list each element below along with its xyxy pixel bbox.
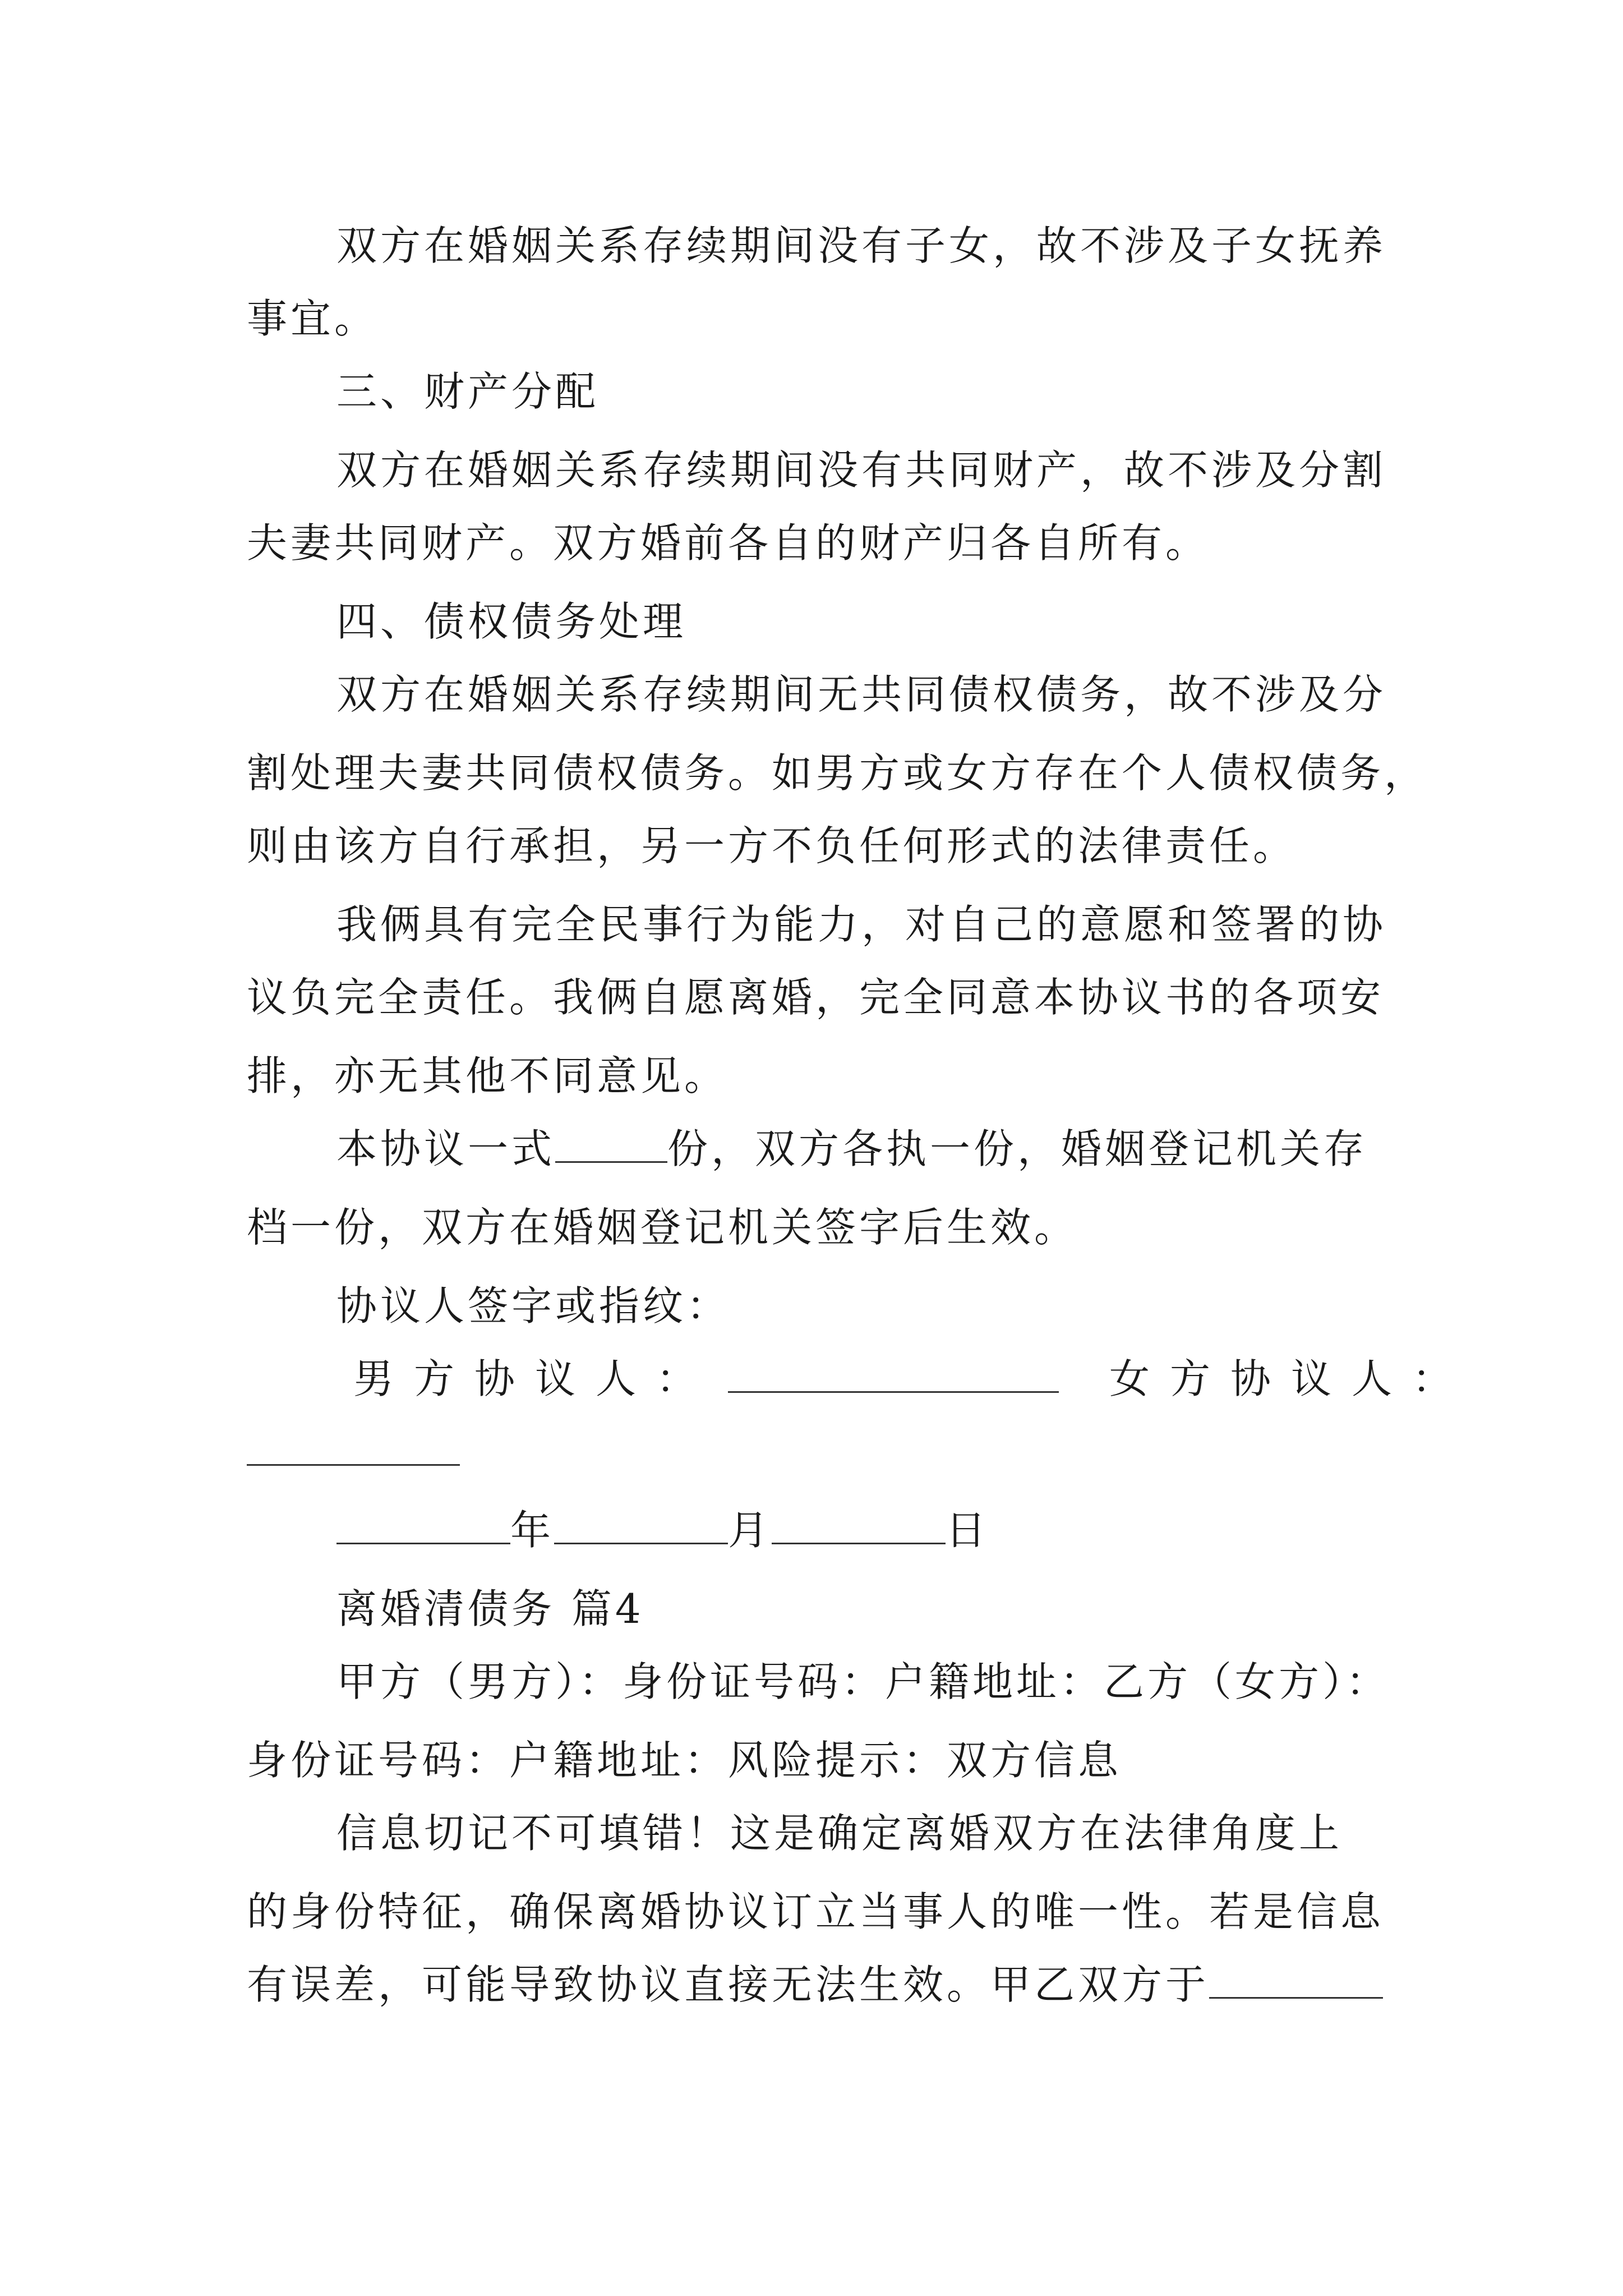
male-signer-blank[interactable] [728,1352,1059,1393]
paragraph-copies [336,1122,1367,1176]
warning-line-3-text: 有误差，可能导致协议直接无法生效。甲乙双方于 [247,1961,1210,2008]
warning-line-2: 的身份特征，确保离婚协议订立当事人的唯一性。若是信息 [247,1888,1385,1935]
month-label: 月 [728,1507,772,1554]
sign-heading: 协议人签字或指纹： [336,1282,731,1329]
heading-property: 三、财产分配 [336,368,600,415]
month-blank[interactable] [554,1503,728,1544]
date-blank[interactable] [1209,1958,1383,1999]
year-blank[interactable] [336,1503,510,1544]
copies-prefix: 本协议一式 [336,1125,556,1172]
section-title: 离婚清债务 篇4 [336,1585,644,1632]
signer-row [353,1352,1473,1406]
copies-suffix: 份，双方各执一份，婚姻登记机关存 [667,1125,1368,1172]
paragraph-debt: 双方在婚姻关系存续期间无共同债权债务，故不涉及分 [336,671,1387,718]
party-line-2: 身份证号码：户籍地址：风险提示：双方信息 [247,1737,1122,1784]
paragraph-debt-cont1: 割处理夫妻共同债权债务。如男方或女方存在个人债权债务， [247,749,1428,797]
paragraph-property: 双方在婚姻关系存续期间没有共同财产，故不涉及分割 [336,447,1387,494]
paragraph-capacity: 我俩具有完全民事行为能力，对自己的意愿和签署的协 [336,901,1387,948]
female-signer-label: 女方协议人： [1109,1355,1473,1402]
paragraph-copies-cont: 档一份，双方在婚姻登记机关签字后生效。 [247,1204,1078,1251]
copies-blank[interactable] [555,1122,667,1163]
day-blank[interactable] [772,1503,946,1544]
paragraph-capacity-cont1: 议负完全责任。我俩自愿离婚，完全同意本协议书的各项安 [247,974,1385,1021]
party-line-1: 甲方（男方）：身份证号码：户籍地址：乙方（女方）： [336,1658,1390,1705]
female-signer-row [247,1425,460,1479]
paragraph-children: 双方在婚姻关系存续期间没有子女，故不涉及子女抚养 [336,222,1387,269]
paragraph-property-cont: 夫妻共同财产。双方婚前各自的财产归各自所有。 [247,519,1210,567]
date-row [336,1503,989,1557]
female-signer-blank[interactable] [247,1425,460,1466]
paragraph-capacity-cont2: 排，亦无其他不同意见。 [247,1052,728,1099]
paragraph-children-cont: 事宜。 [247,295,379,342]
warning-line-3 [247,1958,1383,2012]
male-signer-label: 男方协议人： [353,1355,717,1402]
warning-line-1: 信息切记不可填错！这是确定离婚双方在法律角度上 [336,1810,1343,1857]
year-label: 年 [510,1507,555,1554]
heading-debt: 四、债权债务处理 [336,598,687,645]
paragraph-debt-cont2: 则由该方自行承担，另一方不负任何形式的法律责任。 [247,822,1297,869]
day-label: 日 [946,1507,990,1554]
